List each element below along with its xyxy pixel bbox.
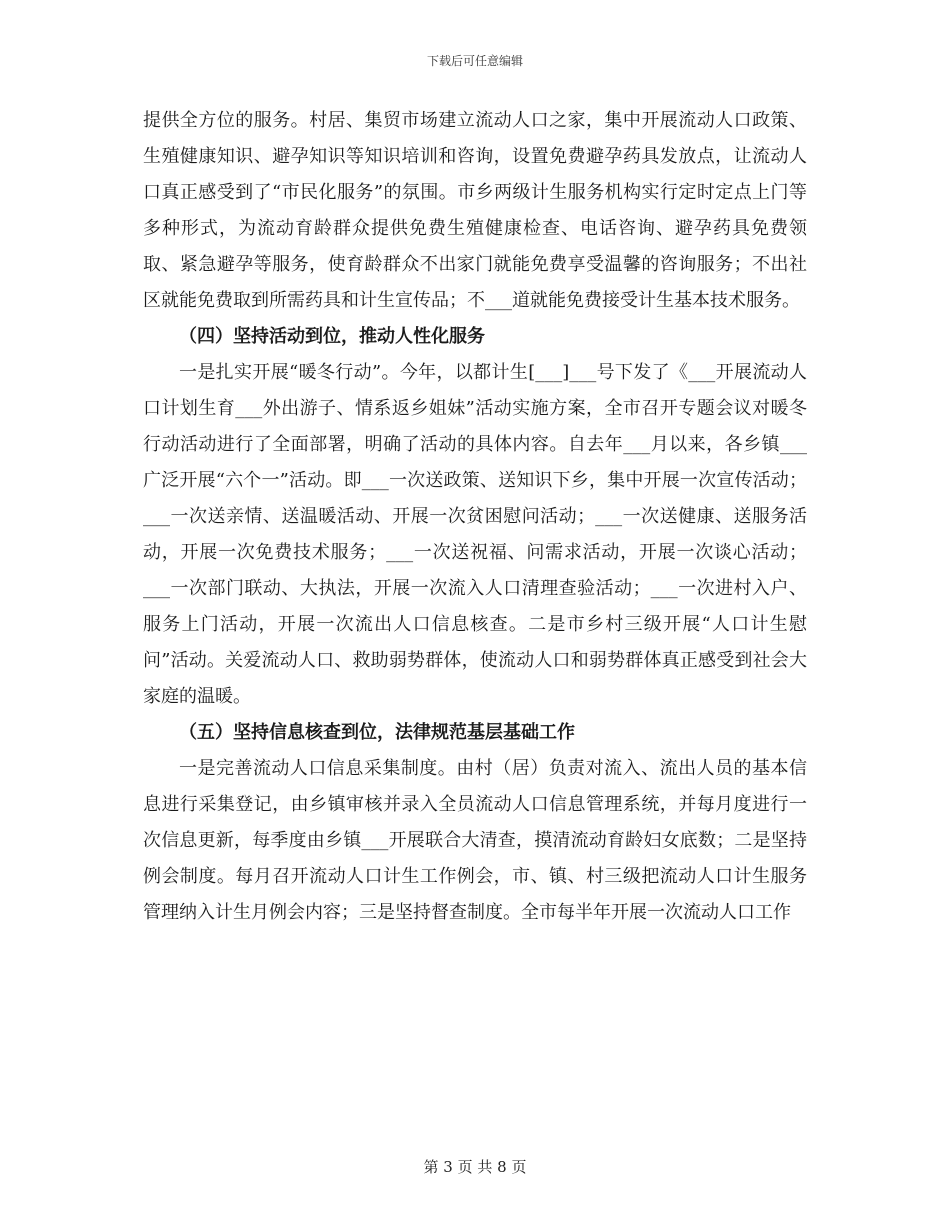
page-header: 下载后可任意编辑	[426, 54, 523, 68]
page-footer: 第 3 页 共 8 页	[423, 1158, 527, 1176]
paragraph-info-collection: 一是完善流动人口信息采集制度。由村（居）负责对流入、流出人员的基本信息进行采集登记，由乡镇审核并录入全员流动人口信息管理系统，并每月度进行一次信息更新，每季度由乡镇___开展联合大清查，摸清流动育龄妇女底数；二是坚持例会制度。每月召开流动人口计生工作例会，市、镇、村三级把流动人口计生服务管理纳入计生月例会内容；三是坚持督查制度。全市每半年开展一次流动人口工作	[143, 758, 807, 923]
paragraph-continued: 提供全方位的服务。村居、集贸市场建立流动人口之家，集中开展流动人口政策、生殖健康知识、避孕知识等知识培训和咨询，设置免费避孕药具发放点，让流动人口真正感受到了“市民化服务”的氛围。市乡两级计生服务机构实行定时定点上门等多种形式，为流动育龄群众提供免费生殖健康检查、电话咨询、避孕药具免费领取、紧急避孕等服务，使育龄群众不出家门就能免费享受温馨的咨询服务；不出社区就能免费取到所需药具和计生宣传品；不___道就能免费接受计生基本技术服务。	[143, 110, 807, 311]
section-heading-five: （五）坚持信息核查到位，法律规范基层基础工作	[179, 722, 575, 743]
document-body	[143, 103, 807, 931]
paragraph-warm-winter: 一是扎实开展“暖冬行动”。今年，以都计生[___]___号下发了《___开展流动人口计划生育___外出游子、情系返乡姐妹”活动实施方案，全市召开专题会议对暖冬行动活动进行了全面部署，明确了活动的具体内容。自去年___月以来，各乡镇___广泛开展“六个一”活动。即___一次送政策、送知识下乡，集中开展一次宣传活动；___一次送亲情、送温暖活动、开展一次贫困慰问活动；___一次送健康、送服务活动，开展一次免费技术服务；___一次送祝福、问需求活动，开展一次谈心活动；___一次部门联动、大执法，开展一次流入人口清理查验活动；___一次进村入户、服务上门活动，开展一次流出人口信息核查。二是市乡村三级开展“人口计生慰问”活动。关爱流动人口、救助弱势群体，使流动人口和弱势群体真正感受到社会大家庭的温暖。	[143, 362, 807, 707]
section-heading-four: （四）坚持活动到位，推动人性化服务	[179, 326, 485, 347]
